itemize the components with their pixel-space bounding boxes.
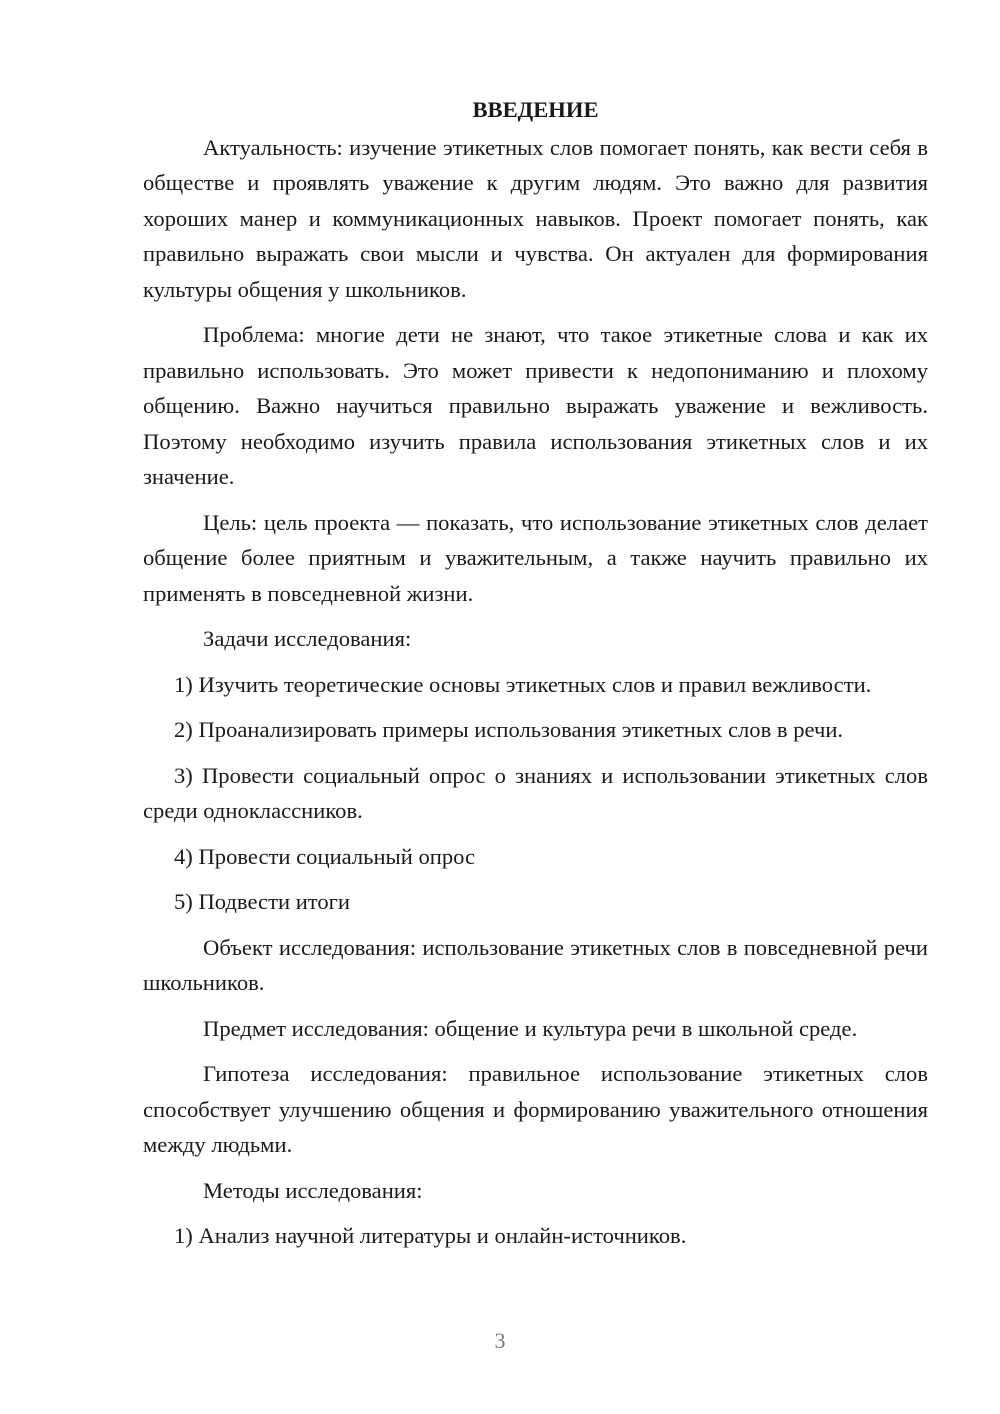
paragraph-relevance: Актуальность: изучение этикетных слов помогает понять, как вести себя в обществе и проявлять уважение к другим людям. Это важно для развития хороших манер и коммуникационных навыков. Проект помогает понять, как правильно выражать свои мысли и чувства. Он актуален для формирования культуры общения у школьников. bbox=[143, 134, 928, 302]
document-page bbox=[143, 92, 928, 1264]
task-item-2: 2) Проанализировать примеры использования этикетных слов в речи. bbox=[174, 717, 844, 742]
paragraph-methods-heading: Методы исследования: bbox=[203, 1177, 423, 1203]
page-number: 3 bbox=[494, 1328, 506, 1353]
method-item-1: 1) Анализ научной литературы и онлайн-источников. bbox=[174, 1223, 687, 1248]
task-item-1: 1) Изучить теоретические основы этикетных слов и правил вежливости. bbox=[174, 671, 872, 697]
task-item-4: 4) Провести социальный опрос bbox=[174, 843, 476, 869]
section-title: ВВЕДЕНИЕ bbox=[472, 97, 599, 122]
paragraph-tasks-heading: Задачи исследования: bbox=[203, 626, 412, 651]
task-item-5: 5) Подвести итоги bbox=[174, 889, 351, 914]
paragraph-goal: Цель: цель проекта — показать, что использование этикетных слов делает общение более приятным и уважительным, а также научить правильно их применять в повседневной жизни. bbox=[143, 509, 928, 606]
paragraph-problem: Проблема: многие дети не знают, что такое этикетные слова и как их правильно использовать. Это может привести к недопониманию и плохому общению. Важно научиться правильно выражать уважение и вежливость. Поэтому необходимо изучить правила использования этикетных слов и их значение. bbox=[143, 322, 928, 489]
paragraph-hypothesis: Гипотеза исследования: правильное использование этикетных слов способствует улучшению общения и формированию уважительного отношения между людьми. bbox=[143, 1061, 928, 1157]
paragraph-subject: Предмет исследования: общение и культура речи в школьной среде. bbox=[203, 1015, 858, 1041]
paragraph-object: Объект исследования: использование этикетных слов в повседневной речи школьников. bbox=[143, 934, 928, 995]
task-item-3: 3) Провести социальный опрос о знаниях и использовании этикетных слов среди одноклассников. bbox=[143, 762, 928, 823]
